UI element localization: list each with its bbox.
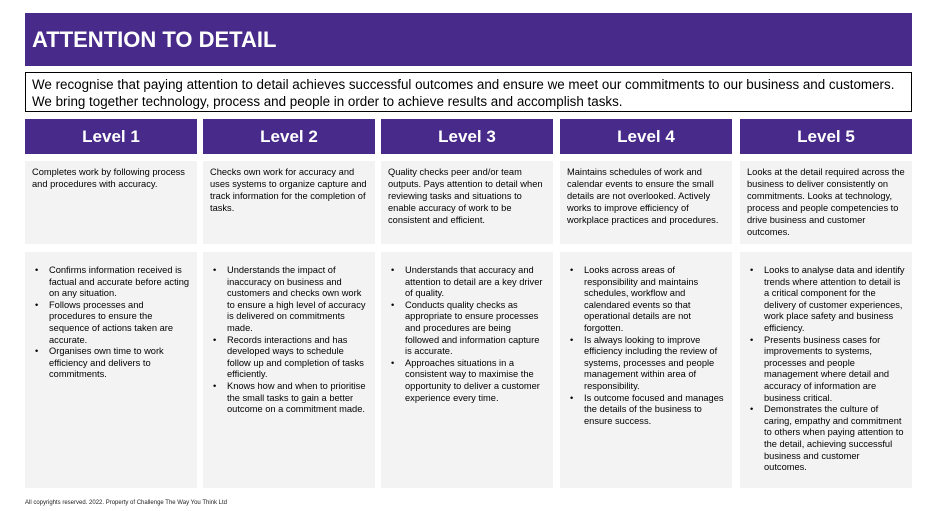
level-description: Completes work by following process and procedures with accuracy.: [25, 161, 197, 244]
intro-statement: We recognise that paying attention to detail achieves successful outcomes and ensure we meet our commitments to our business and customers. We bring together technology, process and people in order to achieve results and accomplish tasks.: [25, 72, 912, 112]
list-item: • Confirms information received is factual and accurate before acting on any situation.: [32, 265, 190, 300]
level-header: Level 3: [381, 119, 553, 154]
list-item: • Is outcome focused and manages the details of the business to ensure success.: [567, 393, 725, 428]
level-behaviours: [25, 252, 197, 488]
copyright-footer: All copyrights reserved. 2022. Property of Challenge The Way You Think Ltd: [25, 500, 228, 506]
list-item: • Follows processes and procedures to ensure the sequence of actions taken are accurate.: [32, 300, 190, 346]
level-header: Level 1: [25, 119, 197, 154]
list-item: • Understands that accuracy and attention to detail are a key driver of quality.: [388, 265, 546, 300]
list-item: • Looks to analyse data and identify trends where attention to detail is a critical component for the delivery of customer experiences, work place safety and business efficiency.: [747, 265, 905, 335]
list-item: • Demonstrates the culture of caring, empathy and commitment to others when paying attention to the detail, achieving successful business and customer outcomes.: [747, 404, 905, 474]
level-behaviours: [203, 252, 375, 488]
level-header: Level 4: [560, 119, 732, 154]
level-behaviours: [381, 252, 553, 488]
level-header: Level 2: [203, 119, 375, 154]
list-item: • Organises own time to work efficiency and delivers to commitments.: [32, 346, 190, 381]
list-item: • Is always looking to improve efficiency including the review of systems, processes and people management within area of responsibility.: [567, 335, 725, 393]
level-description: Maintains schedules of work and calendar events to ensure the small details are not overlooked. Actively works to improve efficiency of workplace practices and procedures.: [560, 161, 732, 244]
list-item: • Looks across areas of responsibility and maintains schedules, workflow and calendared events so that operational details are not forgotten.: [567, 265, 725, 335]
level-description: Looks at the detail required across the business to deliver consistently on commitments. Looks at technology, process and people competencies to drive business and customer outcomes.: [740, 161, 912, 244]
list-item: • Presents business cases for improvements to systems, processes and people management where detail and accuracy of information are business critical.: [747, 335, 905, 405]
list-item: • Knows how and when to prioritise the small tasks to gain a better outcome on a commitment made.: [210, 381, 368, 416]
list-item: • Approaches situations in a consistent way to maximise the opportunity to deliver a customer experience every time.: [388, 358, 546, 404]
level-header: Level 5: [740, 119, 912, 154]
page-title: ATTENTION TO DETAIL: [25, 13, 912, 66]
list-item: • Records interactions and has developed ways to schedule follow up and completion of tasks efficiently.: [210, 335, 368, 381]
level-behaviours: [740, 252, 912, 488]
level-behaviours: [560, 252, 732, 488]
list-item: • Conducts quality checks as appropriate to ensure processes and procedures are being followed and information capture is accurate.: [388, 300, 546, 358]
level-description: Checks own work for accuracy and uses systems to organize capture and track information for the completion of tasks.: [203, 161, 375, 244]
level-description: Quality checks peer and/or team outputs. Pays attention to detail when reviewing tasks and situations to enable accuracy of work to be consistent and efficient.: [381, 161, 553, 244]
list-item: • Understands the impact of inaccuracy on business and customers and checks own work to ensure a high level of accuracy is delivered on commitments made.: [210, 265, 368, 335]
